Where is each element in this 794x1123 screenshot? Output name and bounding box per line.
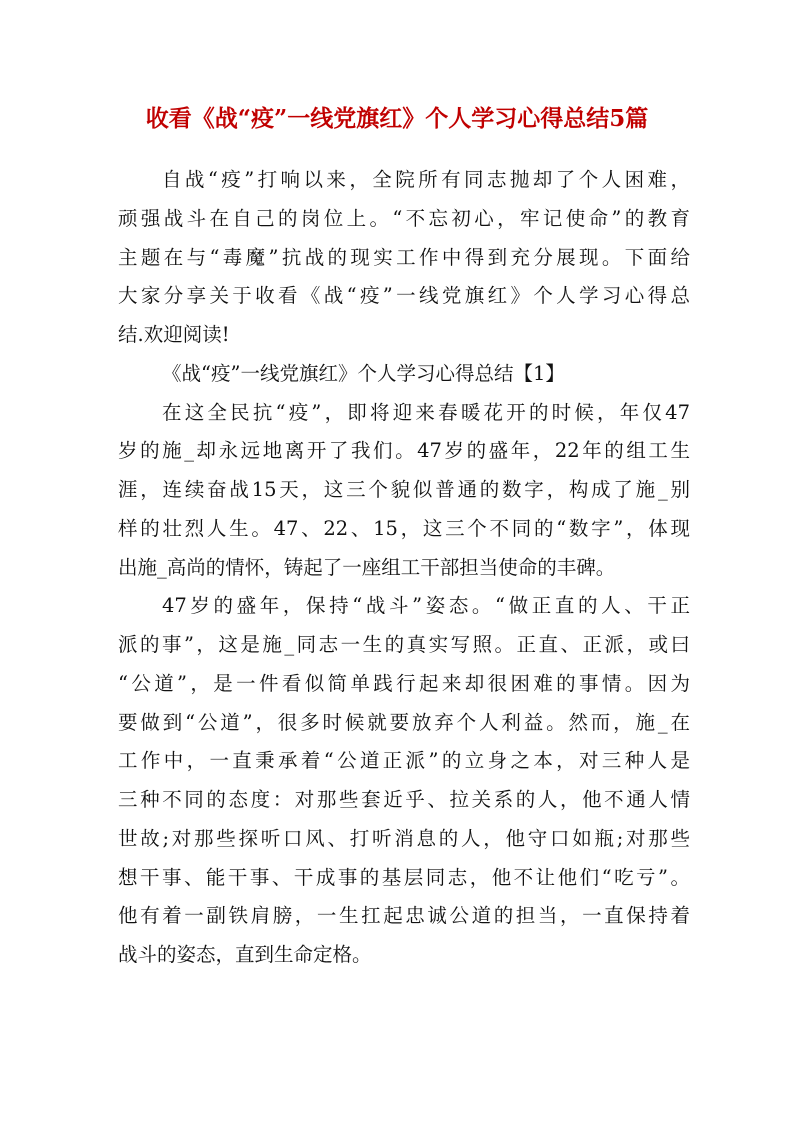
paragraph-2-line-5: 出施_高尚的情怀，铸起了一座组工干部担当使命的丰碑。	[118, 555, 616, 579]
paragraph-3-line-1: 47岁的盛年，保持“战斗”姿态。“做正直的人、干正	[162, 594, 690, 618]
paragraph-3-line-8: 想干事、能干事、干成事的基层同志，他不让他们“吃亏”。	[118, 865, 690, 889]
paragraph-1-line-3: 主题在与“毒魔”抗战的现实工作中得到充分展现。下面给	[118, 245, 690, 269]
document-body	[118, 161, 690, 975]
paragraph-2-line-1: 在这全民抗“疫”，即将迎来春暖花开的时候，年仅47	[162, 400, 690, 424]
document-title: 收看《战“疫”一线党旗红》个人学习心得总结5篇	[145, 105, 649, 132]
paragraph-2-line-2: 岁的施_却永远地离开了我们。47岁的盛年，22年的组工生	[118, 439, 690, 463]
paragraph-1-line-5: 结.欢迎阅读!	[118, 323, 230, 346]
paragraph-3-line-7: 世故;对那些探听口风、打听消息的人，他守口如瓶;对那些	[118, 826, 690, 850]
paragraph-3-line-4: 要做到“公道”，很多时候就要放弃个人利益。然而，施_在	[118, 710, 690, 734]
paragraph-3-line-10: 战斗的姿态，直到生命定格。	[118, 943, 372, 966]
paragraph-2-line-4: 样的壮烈人生。47、22、15，这三个不同的“数字”，体现	[118, 516, 690, 540]
paragraph-1-line-4: 大家分享关于收看《战“疫”一线党旗红》个人学习心得总	[118, 284, 690, 308]
paragraph-3-line-5: 工作中，一直秉承着“公道正派”的立身之本，对三种人是	[118, 749, 690, 773]
paragraph-1-line-1: 自战“疫”打响以来，全院所有同志抛却了个人困难，	[162, 168, 690, 191]
section-heading-1: 《战“疫”一线党旗红》个人学习心得总结【1】	[162, 361, 565, 385]
paragraph-3-line-9: 他有着一副铁肩膀，一生扛起忠诚公道的担当，一直保持着	[118, 904, 690, 928]
paragraph-3-line-6: 三种不同的态度：对那些套近乎、拉关系的人，他不通人情	[118, 788, 690, 811]
paragraph-2-line-3: 涯，连续奋战15天，这三个貌似普通的数字，构成了施_别	[118, 478, 690, 501]
paragraph-1-line-2: 顽强战斗在自己的岗位上。“不忘初心，牢记使命”的教育	[118, 206, 690, 230]
paragraph-3-line-3: “公道”，是一件看似简单践行起来却很困难的事情。因为	[118, 671, 690, 695]
paragraph-3-line-2: 派的事”，这是施_同志一生的真实写照。正直、正派，或曰	[118, 633, 690, 656]
